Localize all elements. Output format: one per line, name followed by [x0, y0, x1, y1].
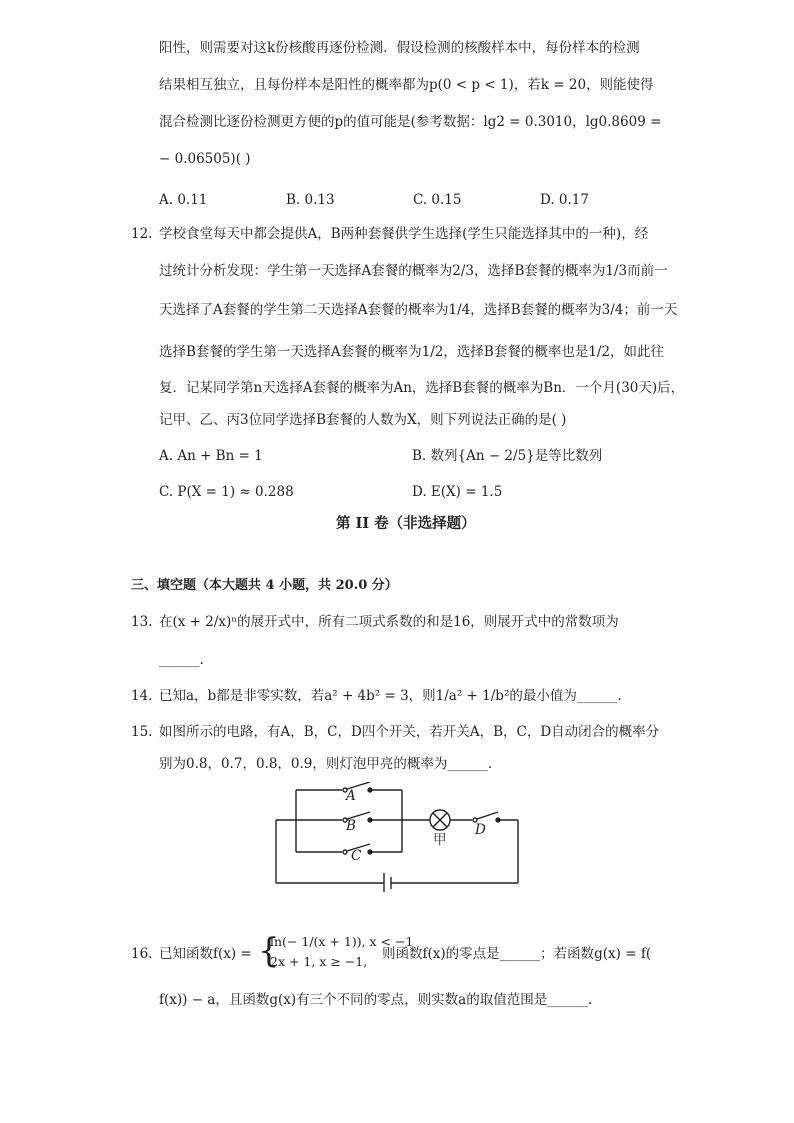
q12-option-c: C. P(X = 1) ≈ 0.288 [159, 484, 294, 500]
q16-number: 16. [131, 946, 153, 962]
q11-line-3: 混合检测比逐份检测更方便的p的值可能是(参考数据：lg2 = 0.3010，lg0.8609 = [159, 114, 662, 130]
circuit-label-lamp: 甲 [433, 832, 447, 848]
circuit-label-a: A [346, 788, 356, 804]
q15-line-1: 如图所示的电路，有A，B，C，D四个开关，若开关A，B，C，D自动闭合的概率分 [159, 724, 660, 740]
circuit-label-d: D [475, 822, 486, 838]
q14-line-1: 已知a，b都是非零实数，若a² + 4b² = 3，则1/a² + 1/b²的最小值为______. [159, 688, 622, 704]
circuit-label-c: C [351, 848, 362, 864]
q13-line-2: ______. [159, 652, 204, 668]
q12-line-1: 学校食堂每天中都会提供A，B两种套餐供学生选择(学生只能选择其中的一种)，经 [159, 226, 649, 242]
q11-option-b: B. 0.13 [286, 192, 335, 208]
q16-piecewise-brace: { [258, 931, 280, 971]
q16-case-2: 2x + 1, x ≥ −1, [270, 954, 368, 969]
q11-option-a: A. 0.11 [159, 192, 208, 208]
q16-line-2: f(x)) − a，且函数g(x)有三个不同的零点，则实数a的取值范围是______. [159, 992, 592, 1008]
q12-line-6: 记甲、乙、丙3位同学选择B套餐的人数为X，则下列说法正确的是( ) [159, 412, 567, 428]
q11-line-1: 阳性，则需要对这k份核酸再逐份检测．假设检测的核酸样本中，每份样本的检测 [159, 40, 640, 56]
q16-line-1-head: 已知函数f(x) = [159, 946, 252, 962]
q11-option-c: C. 0.15 [413, 192, 462, 208]
section3-title: 三、填空题（本大题共 4 小题，共 20.0 分） [131, 578, 398, 593]
q11-line-4: − 0.06505)( ) [159, 151, 251, 167]
q16-case-1: ln(− 1/(x + 1)), x < −1 [270, 934, 414, 949]
q13-line-1: 在(x + 2/x)ⁿ的展开式中，所有二项式系数的和是16，则展开式中的常数项为 [159, 614, 619, 630]
q14-number: 14. [131, 688, 153, 704]
q12-line-4: 选择B套餐的学生第一天选择A套餐的概率为1/2，选择B套餐的概率也是1/2，如此往 [159, 344, 665, 360]
q13-number: 13. [131, 614, 153, 630]
q12-option-a: A. An + Bn = 1 [159, 448, 263, 464]
q12-line-2: 过统计分析发现：学生第一天选择A套餐的概率为2/3，选择B套餐的概率为1/3而前一 [159, 263, 668, 279]
part2-title: 第 II 卷（非选择题） [336, 515, 476, 532]
q12-option-b: B. 数列{An − 2/5}是等比数列 [412, 448, 603, 464]
q15-number: 15. [131, 724, 153, 740]
q11-option-d: D. 0.17 [540, 192, 589, 208]
circuit-label-b: B [346, 818, 356, 834]
q15-line-2: 别为0.8，0.7，0.8，0.9，则灯泡甲亮的概率为______. [159, 756, 493, 772]
q12-line-3: 天选择了A套餐的学生第二天选择A套餐的概率为1/4，选择B套餐的概率为3/4；前一天 [159, 302, 678, 318]
q12-number: 12. [131, 226, 153, 242]
q11-line-2: 结果相互独立，且每份样本是阳性的概率都为p(0 < p < 1)，若k = 20，则能使得 [159, 77, 654, 93]
q12-option-d: D. E(X) = 1.5 [412, 484, 503, 500]
q16-line-1-tail: 则函数f(x)的零点是______；若函数g(x) = f( [382, 946, 652, 962]
q12-line-5: 复．记某同学第n天选择A套餐的概率为An，选择B套餐的概率为Bn．一个月(30天)后， [159, 380, 685, 396]
